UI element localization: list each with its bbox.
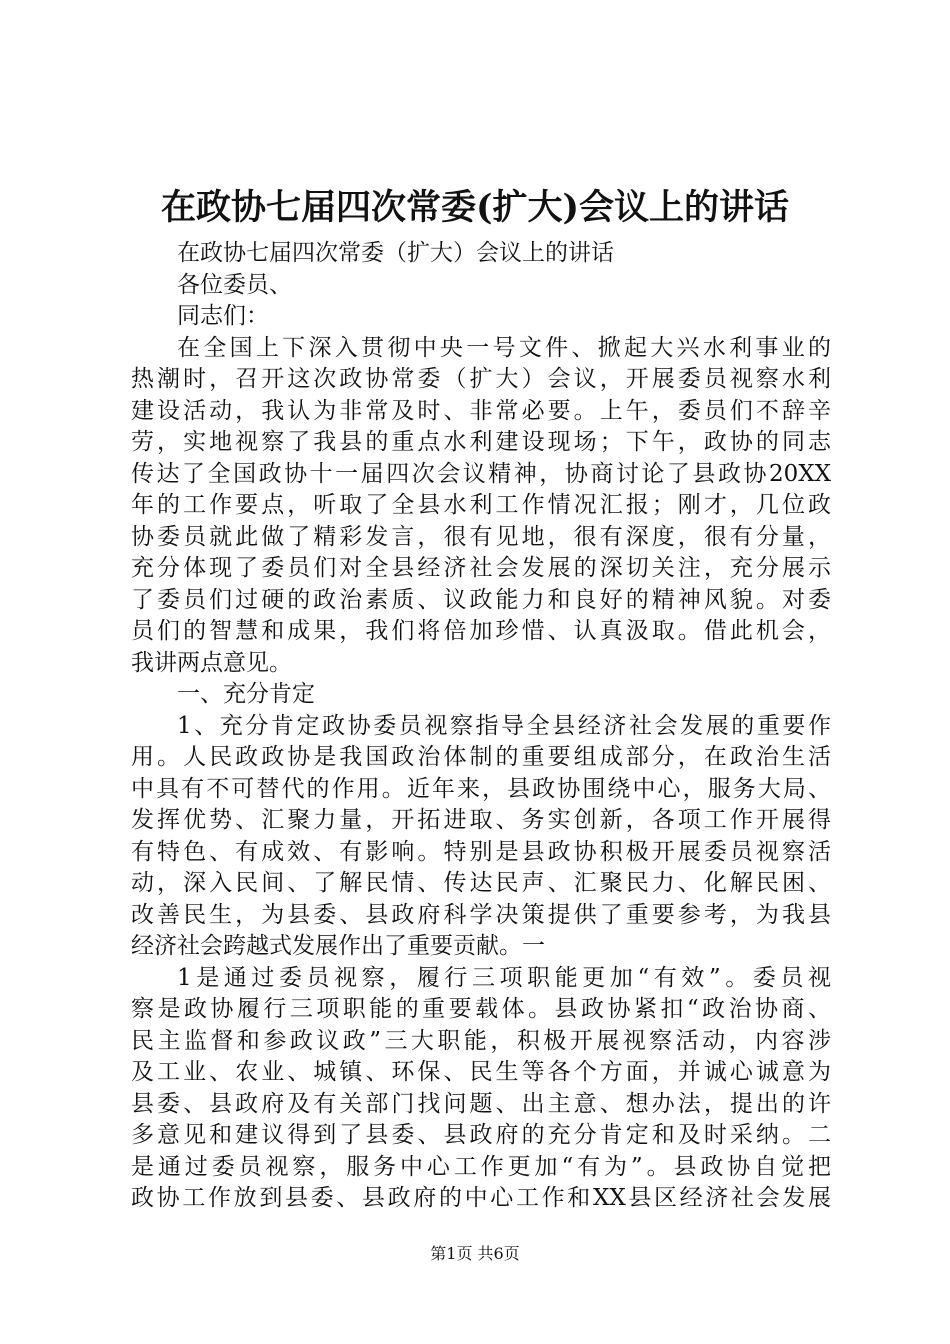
text-line: 1、充分肯定政协委员视察指导全县经济社会发展的重要作 — [177, 712, 831, 739]
text-line: 员们的智慧和成果，我们将倍加珍惜、认真汲取。借此机会， — [131, 618, 831, 644]
text-line: 同志们： — [177, 303, 269, 329]
text-line: 了委员们过硬的政治素质、议政能力和良好的精神风貌。对委 — [131, 586, 831, 613]
text-line: 及工业、农业、城镇、环保、民生等各个方面，并诚心诚意为 — [131, 1059, 831, 1085]
text-line: 经济社会跨越式发展作出了重要贡献。一 — [131, 933, 545, 959]
text-line: 各位委员、 — [177, 271, 292, 298]
text-line: 改善民生，为县委、县政府科学决策提供了重要参考，为我县 — [131, 901, 831, 928]
text-line: 建设活动，我认为非常及时、非常必要。上午，委员们不辞辛 — [131, 397, 831, 424]
text-line: 充分体现了委员们对全县经济社会发展的深切关注，充分展示 — [131, 555, 831, 581]
text-line: 政协工作放到县委、县政府的中心工作和XX县区经济社会发展 — [131, 1185, 831, 1211]
text-line: 察是政协履行三项职能的重要载体。县政协紧扣“政治协商、 — [131, 996, 831, 1022]
text-line: 热潮时，召开这次政协常委（扩大）会议，开展委员视察水利 — [131, 366, 831, 392]
text-line: 用。人民政政协是我国政治体制的重要组成部分，在政治生活 — [131, 744, 831, 770]
text-line: 发挥优势、汇聚力量，开拓进取、务实创新，各项工作开展得 — [131, 807, 831, 833]
section-heading: 一、充分肯定 — [177, 681, 315, 707]
text-line: 有特色、有成效、有影响。特别是县政协积极开展委员视察活 — [131, 838, 831, 865]
page-title: 在政协七届四次常委(扩大)会议上的讲话 — [160, 187, 790, 228]
text-line: 在政协七届四次常委（扩大）会议上的讲话 — [177, 240, 614, 266]
text-line: 我讲两点意见。 — [131, 649, 292, 676]
text-line: 民主监督和参政议政”三大职能，积极开展视察活动，内容涉 — [131, 1027, 831, 1054]
text-line: 年的工作要点，听取了全县水利工作情况汇报；刚才，几位政 — [131, 492, 831, 518]
text-line: 中具有不可替代的作用。近年来，县政协围绕中心，服务大局、 — [131, 775, 831, 802]
text-line: 在全国上下深入贯彻中央一号文件、掀起大兴水利事业的 — [177, 334, 831, 361]
text-line: 1是通过委员视察，履行三项职能更加“有效”。委员视 — [177, 964, 831, 991]
text-line: 劳，实地视察了我县的重点水利建设现场；下午，政协的同志 — [131, 429, 831, 455]
text-line: 传达了全国政协十一届四次会议精神，协商讨论了县政协20XX — [131, 460, 831, 487]
text-line: 县委、县政府及有关部门找问题、出主意、想办法，提出的许 — [131, 1090, 831, 1117]
text-line: 是通过委员视察，服务中心工作更加“有为”。县政协自觉把 — [131, 1153, 831, 1180]
text-line: 协委员就此做了精彩发言，很有见地，很有深度，很有分量， — [131, 523, 831, 550]
page-number: 第1页 共6页 — [430, 1244, 520, 1263]
text-line: 动，深入民间、了解民情、传达民声、汇聚民力、化解民困、 — [131, 870, 831, 896]
text-line: 多意见和建议得到了县委、县政府的充分肯定和及时采纳。二 — [131, 1122, 831, 1148]
body-text — [131, 238, 831, 1215]
